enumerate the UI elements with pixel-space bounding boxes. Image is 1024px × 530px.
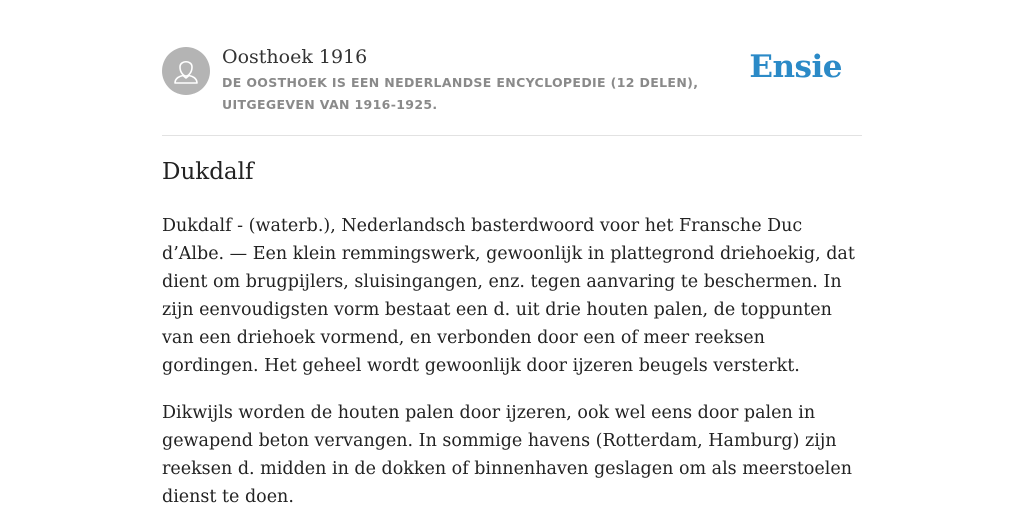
article-paragraph: Dikwijls worden de houten palen door ijzeren, ook wel eens door palen in gewapend beton vervangen. In sommige havens (Rotterdam, Hamburg) zijn reeksen d. midden in de dokken of binnenhaven geslagen om als meerstoelen dienst te doen. [162, 403, 853, 507]
source-title[interactable]: Oosthoek 1916 [222, 46, 368, 68]
user-icon [162, 47, 210, 95]
article-paragraph: Dukdalf - (waterb.), Nederlandsch basterdwoord voor het Fransche Duc d’Albe. — Een klein remmingswerk, gewoonlijk in plattegrond driehoekig, dat dient om brugpijlers, sluisingangen, enz. tegen aanvaring te beschermen. In zijn eenvoudigsten vorm bestaat een d. uit drie houten palen, de toppunten van een driehoek vormend, en verbonden door een of meer reeksen gordingen. Het geheel wordt gewoonlijk door ijzeren beugels versterkt. [162, 216, 855, 376]
article-body [162, 212, 862, 530]
avatar[interactable] [162, 47, 210, 95]
ensie-logo-link[interactable]: Ensie [749, 49, 842, 85]
page [162, 0, 862, 507]
source-header [162, 0, 862, 136]
source-description: DE OOSTHOEK IS EEN NEDERLANDSE ENCYCLOPEDIE (12 DELEN), UITGEGEVEN VAN 1916-1925. [222, 75, 699, 112]
article-title: Dukdalf [162, 159, 254, 185]
